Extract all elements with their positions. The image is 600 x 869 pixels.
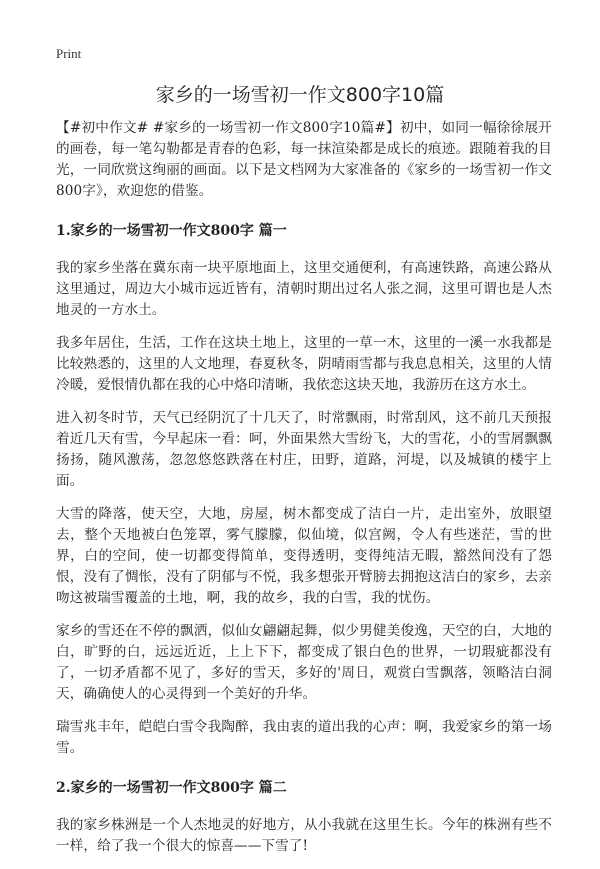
section-1-paragraph-6: 瑞雪兆丰年，皑皑白雪令我陶醉，我由衷的道出我的心声：啊，我爱家乡的第一场雪。 (56, 719, 552, 756)
section-1-paragraph-1: 我的家乡坐落在冀东南一块平原地面上，这里交通便利，有高速铁路，高速公路从这里通过，周边大小城市远近皆有，清朝时期出过名人张之洞，这里可谓也是人杰地灵的一方水土。 (56, 260, 552, 318)
page-title: 家乡的一场雪初一作文800字10篇 (155, 84, 445, 106)
intro-paragraph: 【#初中作文# #家乡的一场雪初一作文800字10篇#】初中，如同一幅徐徐展开的画卷，每一笔勾勒都是青春的色彩，每一抹渲染都是成长的痕迹。跟随着我的目光，一同欣赏这绚丽的画面。以下是文档网为大家准备的《家乡的一场雪初一作文800字》，欢迎您的借鉴。 (56, 120, 552, 199)
section-2-heading: 2.家乡的一场雪初一作文800字 篇二 (56, 780, 287, 796)
section-1-paragraph-3: 进入初冬时节，天气已经阴沉了十几天了，时常飘雨，时常刮风，这不前几天预报着近几天有雪，今早起床一看：呵，外面果然大雪纷飞，大的雪花，小的雪屑飘飘扬扬，随风激荡，忽忽悠悠跌落在村庄，田野，道路，河堤，以及城镇的楼宇上面。 (56, 410, 552, 489)
print-link[interactable]: Print (56, 46, 82, 61)
article-body (56, 118, 552, 869)
section-1-paragraph-4: 大雪的降落，使天空，大地，房屋，树木都变成了洁白一片，走出室外，放眼望去，整个天地被白色笼罩，雾气朦朦，似仙境，似宫阙，令人有些迷茫，雪的世界，白的空间，使一切都变得简单，变得透明，变得纯洁无暇，豁然间没有了怨恨，没有了惆怅，没有了阴郁与不悦，我多想张开臂膀去拥抱这洁白的家乡，去亲吻这被瑞雪覆盖的土地，啊，我的故乡，我的白雪，我的忧伤。 (56, 506, 552, 606)
section-1-heading: 1.家乡的一场雪初一作文800字 篇一 (56, 223, 287, 239)
section-1-paragraph-2: 我多年居住，生活，工作在这块土地上，这里的一草一木，这里的一溪一水我都是比较熟悉的，这里的人文地理，春夏秋冬，阴晴雨雪都与我息息相关，这里的人情冷暖，爱恨情仇都在我的心中烙印清晰，我依恋这块天地，我游历在这方水土。 (56, 335, 552, 393)
section-2-paragraph-1: 我的家乡株洲是一个人杰地灵的好地方，从小我就在这里生长。今年的株洲有些不一样，给了我一个很大的惊喜——下雪了! (56, 817, 552, 854)
section-1-paragraph-5: 家乡的雪还在不停的飘洒，似仙女翩翩起舞，似少男健美俊逸，天空的白，大地的白，旷野的白，远远近近，上上下下，都变成了银白色的世界，一切瑕疵都没有了，一切矛盾都不见了，多好的雪天，多好的'周日，观赏白雪飘落，领略洁白洞天，确确使人的心灵得到一个美好的升华。 (56, 623, 552, 702)
